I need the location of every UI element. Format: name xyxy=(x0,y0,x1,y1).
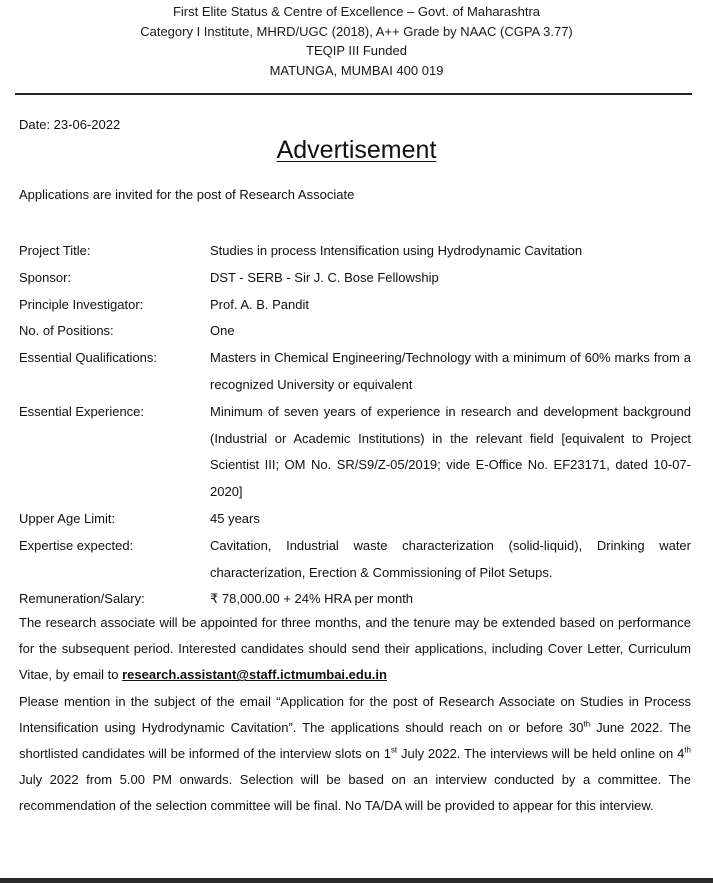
bottom-edge-bar xyxy=(0,878,713,883)
detail-label: Project Title: xyxy=(19,243,91,258)
intro-text: Applications are invited for the post of Research Associate xyxy=(19,187,355,202)
header-line-address: MATUNGA, MUMBAI 400 019 xyxy=(269,62,444,78)
detail-row-age-limit xyxy=(19,506,691,533)
instructions-text-a: Please mention in the subject of the email “Application for the post of Research Associate on Studies in Process Intensification using Hydrodynamic Cavitation”. The applications should reach on or before 30 xyxy=(19,693,691,735)
detail-label: Expertise expected: xyxy=(19,537,134,553)
ordinal-suffix: th xyxy=(583,719,591,729)
institute-header xyxy=(0,2,713,80)
detail-row-project-title xyxy=(19,238,691,265)
body-paragraph-instructions xyxy=(19,689,691,820)
instructions-text-c: July 2022. The interviews will be held online on 4 xyxy=(397,746,685,762)
header-line-status: First Elite Status & Centre of Excellence – Govt. of Maharashtra xyxy=(172,4,541,19)
detail-label: Principle Investigator: xyxy=(19,296,144,312)
advertisement-date: Date: 23-06-2022 xyxy=(19,117,121,132)
appointment-text: The research associate will be appointed for three months, and the tenure may be extended based on performance for the subsequent period. Interested candidates should send their applications, including Cover Letter, Curriculum Vitae, by email to xyxy=(19,615,691,683)
detail-row-experience xyxy=(19,399,691,506)
detail-row-investigator xyxy=(19,292,691,319)
instructions-text-b: June 2022. The shortlisted candidates will be informed of the interview slots on 1 xyxy=(19,719,691,762)
detail-label: Essential Experience: xyxy=(19,403,145,419)
application-email-link[interactable]: research.assistant@staff.ictmumbai.edu.in xyxy=(122,667,387,683)
header-line-category: Category I Institute, MHRD/UGC (2018), A++ Grade by NAAC (CGPA 3.77) xyxy=(140,23,573,39)
detail-row-qualifications xyxy=(19,345,691,399)
detail-value: DST - SERB - Sir J. C. Bose Fellowship xyxy=(210,269,439,285)
ordinal-suffix: th xyxy=(684,745,691,755)
body-text xyxy=(19,610,691,820)
detail-value: Minimum of seven years of experience in research and development background (Industrial or Academic Institutions) in the relevant field [equivalent to Project Scientist III; OM No. SR/S9/Z-05/2019; vide E-Office No. EF23171, dated 10-07-2020] xyxy=(210,403,691,500)
detail-value: 45 years xyxy=(210,510,260,526)
detail-label: Remuneration/Salary: xyxy=(19,591,145,607)
detail-row-sponsor xyxy=(19,265,691,292)
header-divider xyxy=(15,93,692,95)
details-table xyxy=(19,238,691,613)
detail-label: Upper Age Limit: xyxy=(19,510,116,526)
detail-row-expertise xyxy=(19,533,691,587)
ordinal-suffix: st xyxy=(390,745,398,755)
detail-value: Masters in Chemical Engineering/Technology with a minimum of 60% marks from a recognized University or equivalent xyxy=(210,350,691,392)
detail-label: No. of Positions: xyxy=(19,323,114,339)
detail-value: One xyxy=(210,323,235,339)
header-line-funding: TEQIP III Funded xyxy=(306,43,407,58)
detail-row-positions xyxy=(19,318,691,345)
detail-value: Cavitation, Industrial waste characterization (solid-liquid), Drinking water characterization, Erection & Commissioning of Pilot Setups. xyxy=(210,537,691,580)
detail-label: Essential Qualifications: xyxy=(19,350,158,366)
detail-value: Studies in process Intensification using Hydrodynamic Cavitation xyxy=(210,243,583,258)
detail-value: ₹ 78,000.00 + 24% HRA per month xyxy=(210,591,414,607)
page-title: Advertisement xyxy=(276,136,437,164)
instructions-text-d: July 2022 from 5.00 PM onwards. Selection will be based on an interview conducted by a committee. The recommendation of the selection committee will be final. No TA/DA will be provided to appear for this interview. xyxy=(19,772,691,814)
detail-label: Sponsor: xyxy=(19,269,72,285)
detail-value: Prof. A. B. Pandit xyxy=(210,296,309,312)
body-paragraph-appointment xyxy=(19,610,691,689)
